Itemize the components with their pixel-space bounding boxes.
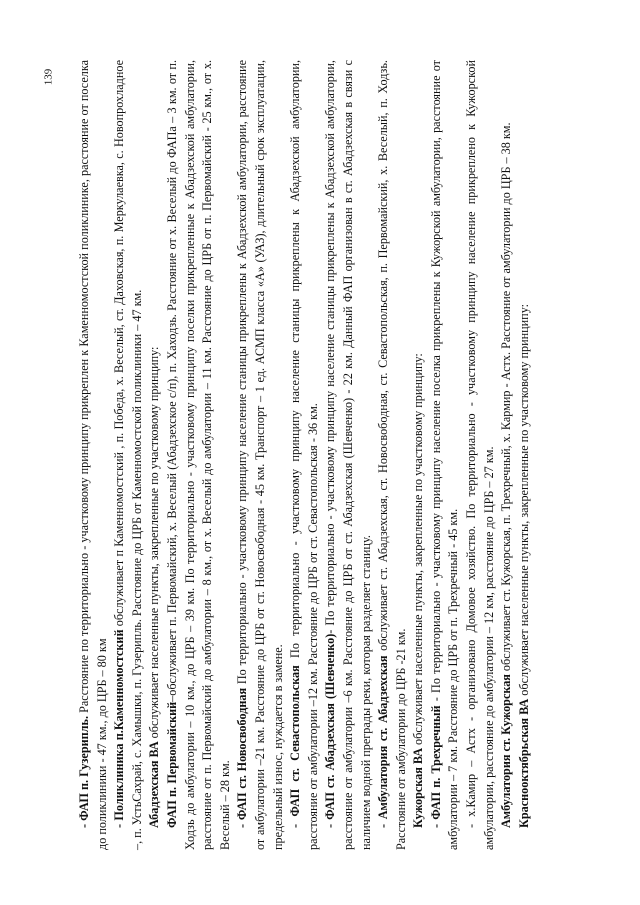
page-number: 139 [42,68,54,86]
paragraph-heading: Амбулатория ст. Кужорская [499,674,514,828]
paragraph-text: По территориально - участковому принципу население станицы прикреплены к Абадзехской амбулатории, расстояние от амбулатории –21 км. Расстояние до ЦРБ от ст. Новосвободная - 45 км. Транспорт – 1 ед. АСМП класса «А» (УАЗ), длительный срок эксплуатации, предельный износ, нуждается в замене. [235,60,285,850]
paragraph-krasnooktyabrskaya-va [516,60,534,850]
paragraph-heading: - Амбулатория ст. Абадзехская [376,655,391,828]
paragraph-trekhrechny-fap [428,60,463,850]
paragraph-heading: - ФАП ст. Абадзехская (Шевченко) [323,633,338,828]
paragraph-heading: - ФАП п. Трехречный [428,705,443,828]
document-body [76,60,533,850]
paragraph-kuzhorskaya-ambulatory [498,60,516,850]
paragraph-text: –обслуживает п. Первомайский, х. Веселый (Абадзехское с/п), п. Хаходзь. Расстояние от х. Веселый до ФАПа – 3 км. от п. Ходзь до амбулатории – 10 км., до ЦРБ – 39 км. По территориально - участковому принципу поселки прикрепленные к Абадзехской амбулатории, расстояние от п. Первомайский до амбулатории – 8 км., от х. Веселый до амбулатории – 11 км. Расстояние до ЦРБ от п. Первомайский - 25 км., от х. Веселый – 28 км. [164,60,232,850]
paragraph-sevastopolskaya-fap [287,60,322,850]
paragraph-kamennomostsky-clinic [111,60,146,850]
paragraph-heading: - ФАП ст. Севастопольская [288,665,303,828]
paragraph-heading: - Поликлиника п.Каменномостский [112,629,127,828]
paragraph-text: обслуживает населенные пункты, закрепленные по участковому принципу: [516,303,531,699]
paragraph-heading: ФАП п. Первомайский [164,701,179,828]
paragraph-pervomaisky-fap [164,60,234,850]
paragraph-text: - х.Камир – Астх - организовано Домовое хозяйство. По территориально - участковому принципу население прикреплено к Кужорской амбулатории, расстояние до амбулатории – 12 км, расстояние до ЦРБ – 27 км. [464,60,496,850]
paragraph-heading: - ФАП ст. Новосвободная [235,687,250,828]
paragraph-guzeripl-fap [76,60,111,850]
rotated-page-content [76,60,576,850]
paragraph-heading: Кужорская ВА [411,747,426,828]
paragraph-text: обслуживает населенные пункты, закрепленные по участковому принципу: [411,353,426,748]
paragraph-kuzhorskaya-va [410,60,428,850]
paragraph-text: обслуживает ст. Кужорская, п. Трехречный, х. Кармир - Астх. Расстояние от амбулатории до ЦРБ – 38 км. [499,122,514,675]
paragraph-heading: Абадзехская ВА [147,741,162,828]
page-number-box [40,62,56,92]
paragraph-abadzekh-va [146,60,164,850]
paragraph-text: обслуживает п Каменномостский , п. Победа, х. Веселый, ст. Даховская, п. Меркулаевка, с. Новопрохладное –, п. УстьСахрай, с. Хамышки, п. Гузерипль. Расстояние до ЦРБ от Каменномостской поликлиники – 47 км. [112,59,144,850]
paragraph-text: - По территориально - участковому принципу население станицы прикреплены к Абадзехской амбулатории, расстояние от амбулатории –6 км. Расстояние до ЦРБ от ст. Абадзехская (Шевченко) - 22 км. Данный ФАП организован в ст. Абадзехская в связи с наличием водной преграды реки, которая разделяет станицу. [323,60,373,850]
paragraph-novosvobodnaya-fap [234,60,287,850]
paragraph-text: обслуживает ст. Абадзехская, ст. Новосвободная, ст. Севастопольская, п. Первомайский, х. Веселый, п. Ходзь. Расстояние от амбулатории до ЦРБ -21 км. [376,60,408,850]
paragraph-heading: Краснооктябрьская ВА [516,698,531,828]
paragraph-text: По территориально - участковому принципу население станицы прикреплены к Абадзехской амбулатории, расстояние от амбулатории –12 км. Расстояние до ЦРБ от ст. Севастопольская - 36 км. [288,59,320,850]
paragraph-text: - По территориально - участковому принципу население поселка прикреплены к Кужорской амбулатории, расстояние от амбулатории – 7 км. Расстояние до ЦРБ от п. Трехречный - 45 км. [428,60,461,850]
paragraph-text: обслуживает населенные пункты, закрепленные по участковому принципу: [147,346,162,742]
paragraph-heading: - ФАП п. Гузерипль. [77,716,91,828]
paragraph-abadzekhskaya-ambulatory [375,60,410,850]
paragraph-kamir-astkh [463,60,498,850]
paragraph-abadzekhskaya-fap [322,60,375,850]
paragraph-text: Расстояние по территориально - участковому принципу прикреплен к Каменномостской поликлинике, расстояние от поселка до поликлиники - 47 км., до ЦРБ – 80 км [77,60,109,850]
